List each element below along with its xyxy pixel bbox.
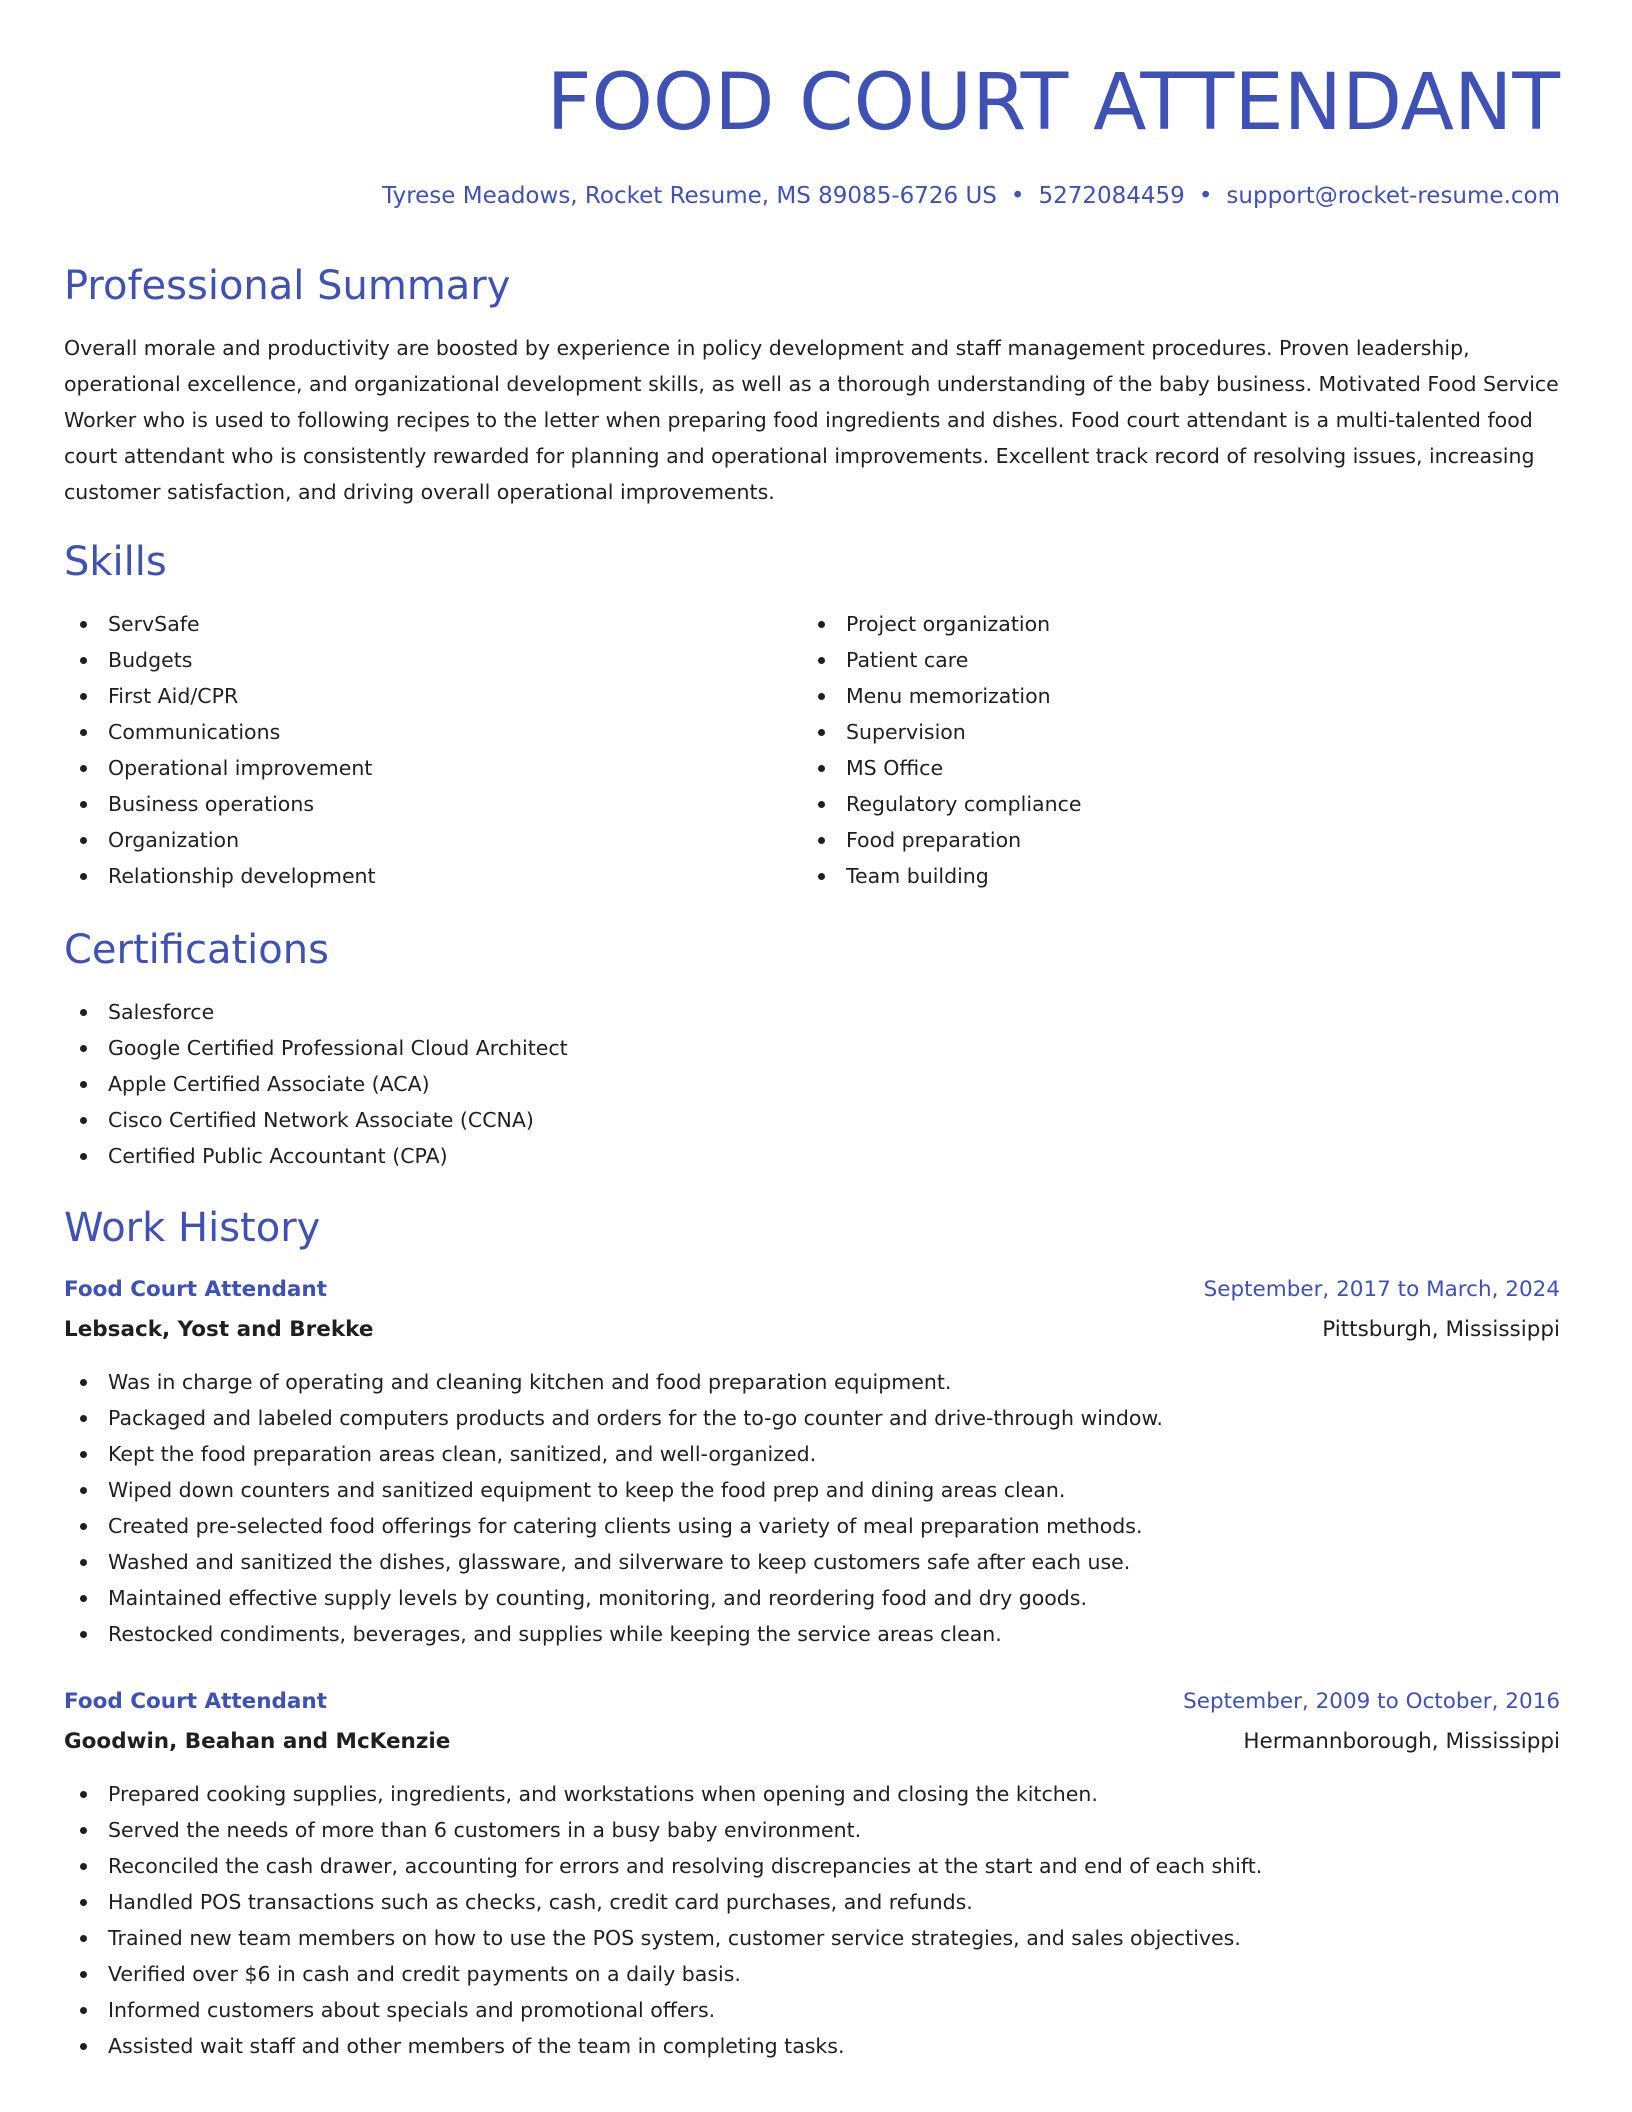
skill-item: Budgets bbox=[64, 642, 376, 678]
job-location: Pittsburgh, Mississippi bbox=[1322, 1317, 1560, 1342]
skill-item: Communications bbox=[64, 714, 376, 750]
job-duty-item: Was in charge of operating and cleaning kitchen and food preparation equipment. bbox=[64, 1364, 1163, 1400]
job-duty-item: Washed and sanitized the dishes, glassware, and silverware to keep customers safe after each use. bbox=[64, 1544, 1163, 1580]
certifications-heading: Certifications bbox=[64, 927, 329, 973]
job-header bbox=[64, 1684, 1560, 1764]
job-title: Food Court Attendant bbox=[64, 1277, 328, 1302]
skill-item: ServSafe bbox=[64, 606, 376, 642]
contact-separator: • bbox=[1198, 183, 1213, 209]
certifications-list bbox=[64, 994, 568, 1174]
skill-item: Organization bbox=[64, 822, 376, 858]
contact-line bbox=[382, 178, 1560, 214]
skill-item: Business operations bbox=[64, 786, 376, 822]
job-duty-item: Served the needs of more than 6 customers in a busy baby environment. bbox=[64, 1812, 1262, 1848]
job-duties-list bbox=[64, 1776, 1262, 2064]
job-location: Hermannborough, Mississippi bbox=[1243, 1729, 1560, 1754]
certification-item: Apple Certified Associate (ACA) bbox=[64, 1066, 568, 1102]
job-company: Goodwin, Beahan and McKenzie bbox=[64, 1729, 451, 1754]
job-duty-item: Wiped down counters and sanitized equipment to keep the food prep and dining areas clean. bbox=[64, 1472, 1163, 1508]
contact-address: Tyrese Meadows, Rocket Resume, MS 89085-6726 US bbox=[382, 183, 997, 209]
skills-heading: Skills bbox=[64, 539, 167, 585]
work-history-heading: Work History bbox=[64, 1205, 321, 1251]
job-duty-item: Trained new team members on how to use the POS system, customer service strategies, and sales objectives. bbox=[64, 1920, 1262, 1956]
skill-item: Menu memorization bbox=[802, 678, 1081, 714]
job-company: Lebsack, Yost and Brekke bbox=[64, 1317, 374, 1342]
job-duty-item: Packaged and labeled computers products and orders for the to-go counter and drive-through window. bbox=[64, 1400, 1163, 1436]
contact-separator: • bbox=[1010, 183, 1025, 209]
skills-list-right bbox=[802, 606, 1081, 894]
skill-item: Food preparation bbox=[802, 822, 1081, 858]
job-duty-item: Reconciled the cash drawer, accounting for errors and resolving discrepancies at the start and end of each shift. bbox=[64, 1848, 1262, 1884]
skill-item: Regulatory compliance bbox=[802, 786, 1081, 822]
summary-text: Overall morale and productivity are boosted by experience in policy development and staff management procedures. Proven leadership, operational excellence, and organizational development skills, as well as a thorough understanding of the baby business. Motivated Food Service Worker who is used to following recipes to the letter when preparing food ingredients and dishes. Food court attendant is a multi-talented food court attendant who is consistently rewarded for planning and operational improvements. Excellent track record of resolving issues, increasing customer satisfaction, and driving overall operational improvements. bbox=[64, 336, 1559, 504]
skill-item: Project organization bbox=[802, 606, 1081, 642]
job-header bbox=[64, 1272, 1560, 1352]
contact-email: support@rocket-resume.com bbox=[1226, 183, 1560, 209]
certification-item: Certified Public Accountant (CPA) bbox=[64, 1138, 568, 1174]
job-duty-item: Assisted wait staff and other members of the team in completing tasks. bbox=[64, 2028, 1262, 2064]
job-duty-item: Maintained effective supply levels by counting, monitoring, and reordering food and dry goods. bbox=[64, 1580, 1163, 1616]
job-duty-item: Informed customers about specials and promotional offers. bbox=[64, 1992, 1262, 2028]
skill-item: MS Office bbox=[802, 750, 1081, 786]
job-duty-item: Kept the food preparation areas clean, sanitized, and well-organized. bbox=[64, 1436, 1163, 1472]
certification-item: Cisco Certified Network Associate (CCNA) bbox=[64, 1102, 568, 1138]
skill-item: First Aid/CPR bbox=[64, 678, 376, 714]
skill-item: Team building bbox=[802, 858, 1081, 894]
job-duty-item: Handled POS transactions such as checks, cash, credit card purchases, and refunds. bbox=[64, 1884, 1262, 1920]
job-title: Food Court Attendant bbox=[64, 1689, 328, 1714]
job-dates: September, 2009 to October, 2016 bbox=[1183, 1689, 1560, 1714]
resume-title: FOOD COURT ATTENDANT bbox=[546, 58, 1560, 148]
skill-item: Patient care bbox=[802, 642, 1081, 678]
certification-item: Google Certified Professional Cloud Architect bbox=[64, 1030, 568, 1066]
job-duties-list bbox=[64, 1364, 1163, 1652]
skill-item: Supervision bbox=[802, 714, 1081, 750]
job-duty-item: Prepared cooking supplies, ingredients, and workstations when opening and closing the kitchen. bbox=[64, 1776, 1262, 1812]
skill-item: Relationship development bbox=[64, 858, 376, 894]
certification-item: Salesforce bbox=[64, 994, 568, 1030]
skill-item: Operational improvement bbox=[64, 750, 376, 786]
job-duty-item: Verified over $6 in cash and credit payments on a daily basis. bbox=[64, 1956, 1262, 1992]
job-dates: September, 2017 to March, 2024 bbox=[1203, 1277, 1560, 1302]
summary-heading: Professional Summary bbox=[64, 263, 511, 309]
job-duty-item: Created pre-selected food offerings for catering clients using a variety of meal preparation methods. bbox=[64, 1508, 1163, 1544]
contact-phone: 5272084459 bbox=[1038, 183, 1185, 209]
skills-list-left bbox=[64, 606, 376, 894]
job-duty-item: Restocked condiments, beverages, and supplies while keeping the service areas clean. bbox=[64, 1616, 1163, 1652]
